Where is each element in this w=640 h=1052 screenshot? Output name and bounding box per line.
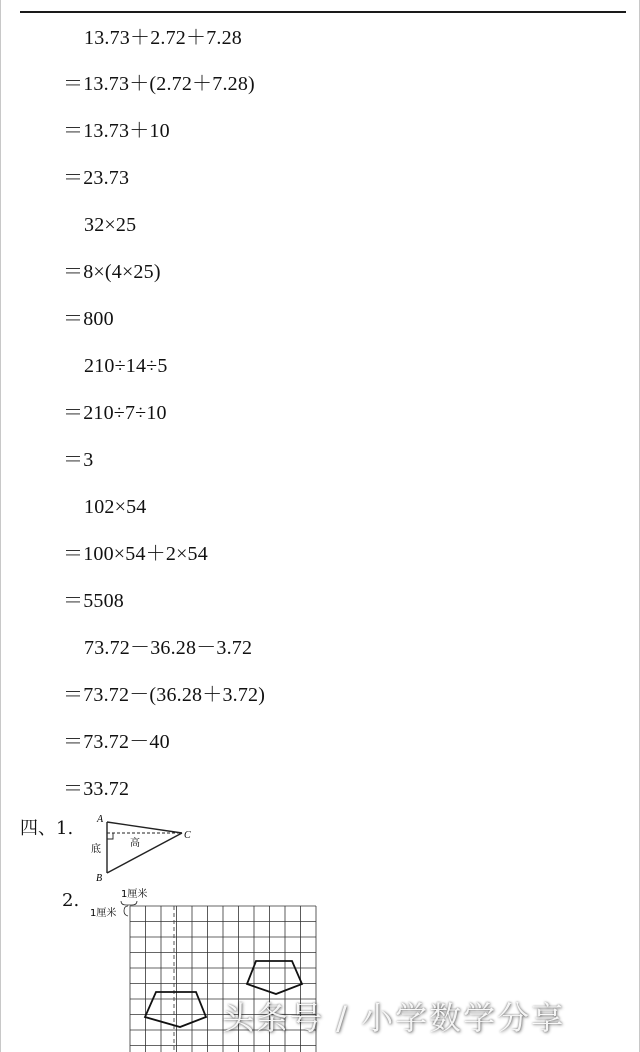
page-border-left	[0, 0, 1, 1052]
calc-line: ＝23.73	[63, 167, 130, 189]
question-4-1-label: 四、1.	[20, 818, 74, 839]
calc-line: ＝13.73＋(2.72＋7.28)	[63, 73, 255, 95]
shape-left	[145, 992, 206, 1027]
unit-top-label: 1厘米	[121, 889, 148, 900]
calc-line: ＝33.72	[63, 778, 130, 800]
calc-line: 102×54	[84, 496, 147, 518]
calc-line: ＝5508	[63, 590, 124, 612]
calc-line: ＝800	[63, 308, 114, 330]
calc-line: ＝73.72－(36.28＋3.72)	[63, 684, 266, 706]
watermark: 头条号 / 小学数学分享	[222, 999, 566, 1037]
triangle-diagram	[80, 810, 210, 885]
height-label: 高	[130, 838, 140, 849]
vertex-c-label: C	[184, 830, 191, 841]
calc-line: ＝210÷7÷10	[63, 402, 167, 424]
base-label: 底	[91, 844, 101, 855]
shape-right	[247, 961, 302, 994]
question-4-2-label: 2.	[62, 890, 80, 911]
calc-line: ＝100×54＋2×54	[63, 543, 208, 565]
unit-left-label: 1厘米	[90, 908, 117, 919]
calc-line: ＝13.73＋10	[63, 120, 170, 142]
calc-line: ＝3	[63, 449, 94, 471]
calc-line: 210÷14÷5	[84, 355, 168, 377]
calc-line: 32×25	[84, 214, 137, 236]
calc-line: 73.72－36.28－3.72	[84, 637, 253, 659]
calc-line: ＝73.72－40	[63, 731, 170, 753]
vertex-b-label: B	[96, 873, 103, 884]
vertex-a-label: A	[97, 814, 104, 825]
top-rule	[20, 11, 626, 13]
cut-off-text	[100, 1046, 440, 1052]
unit-left-brace	[124, 906, 128, 916]
unit-top-brace	[121, 901, 137, 905]
calc-line: 13.73＋2.72＋7.28	[84, 27, 242, 49]
calc-line: ＝8×(4×25)	[63, 261, 161, 283]
